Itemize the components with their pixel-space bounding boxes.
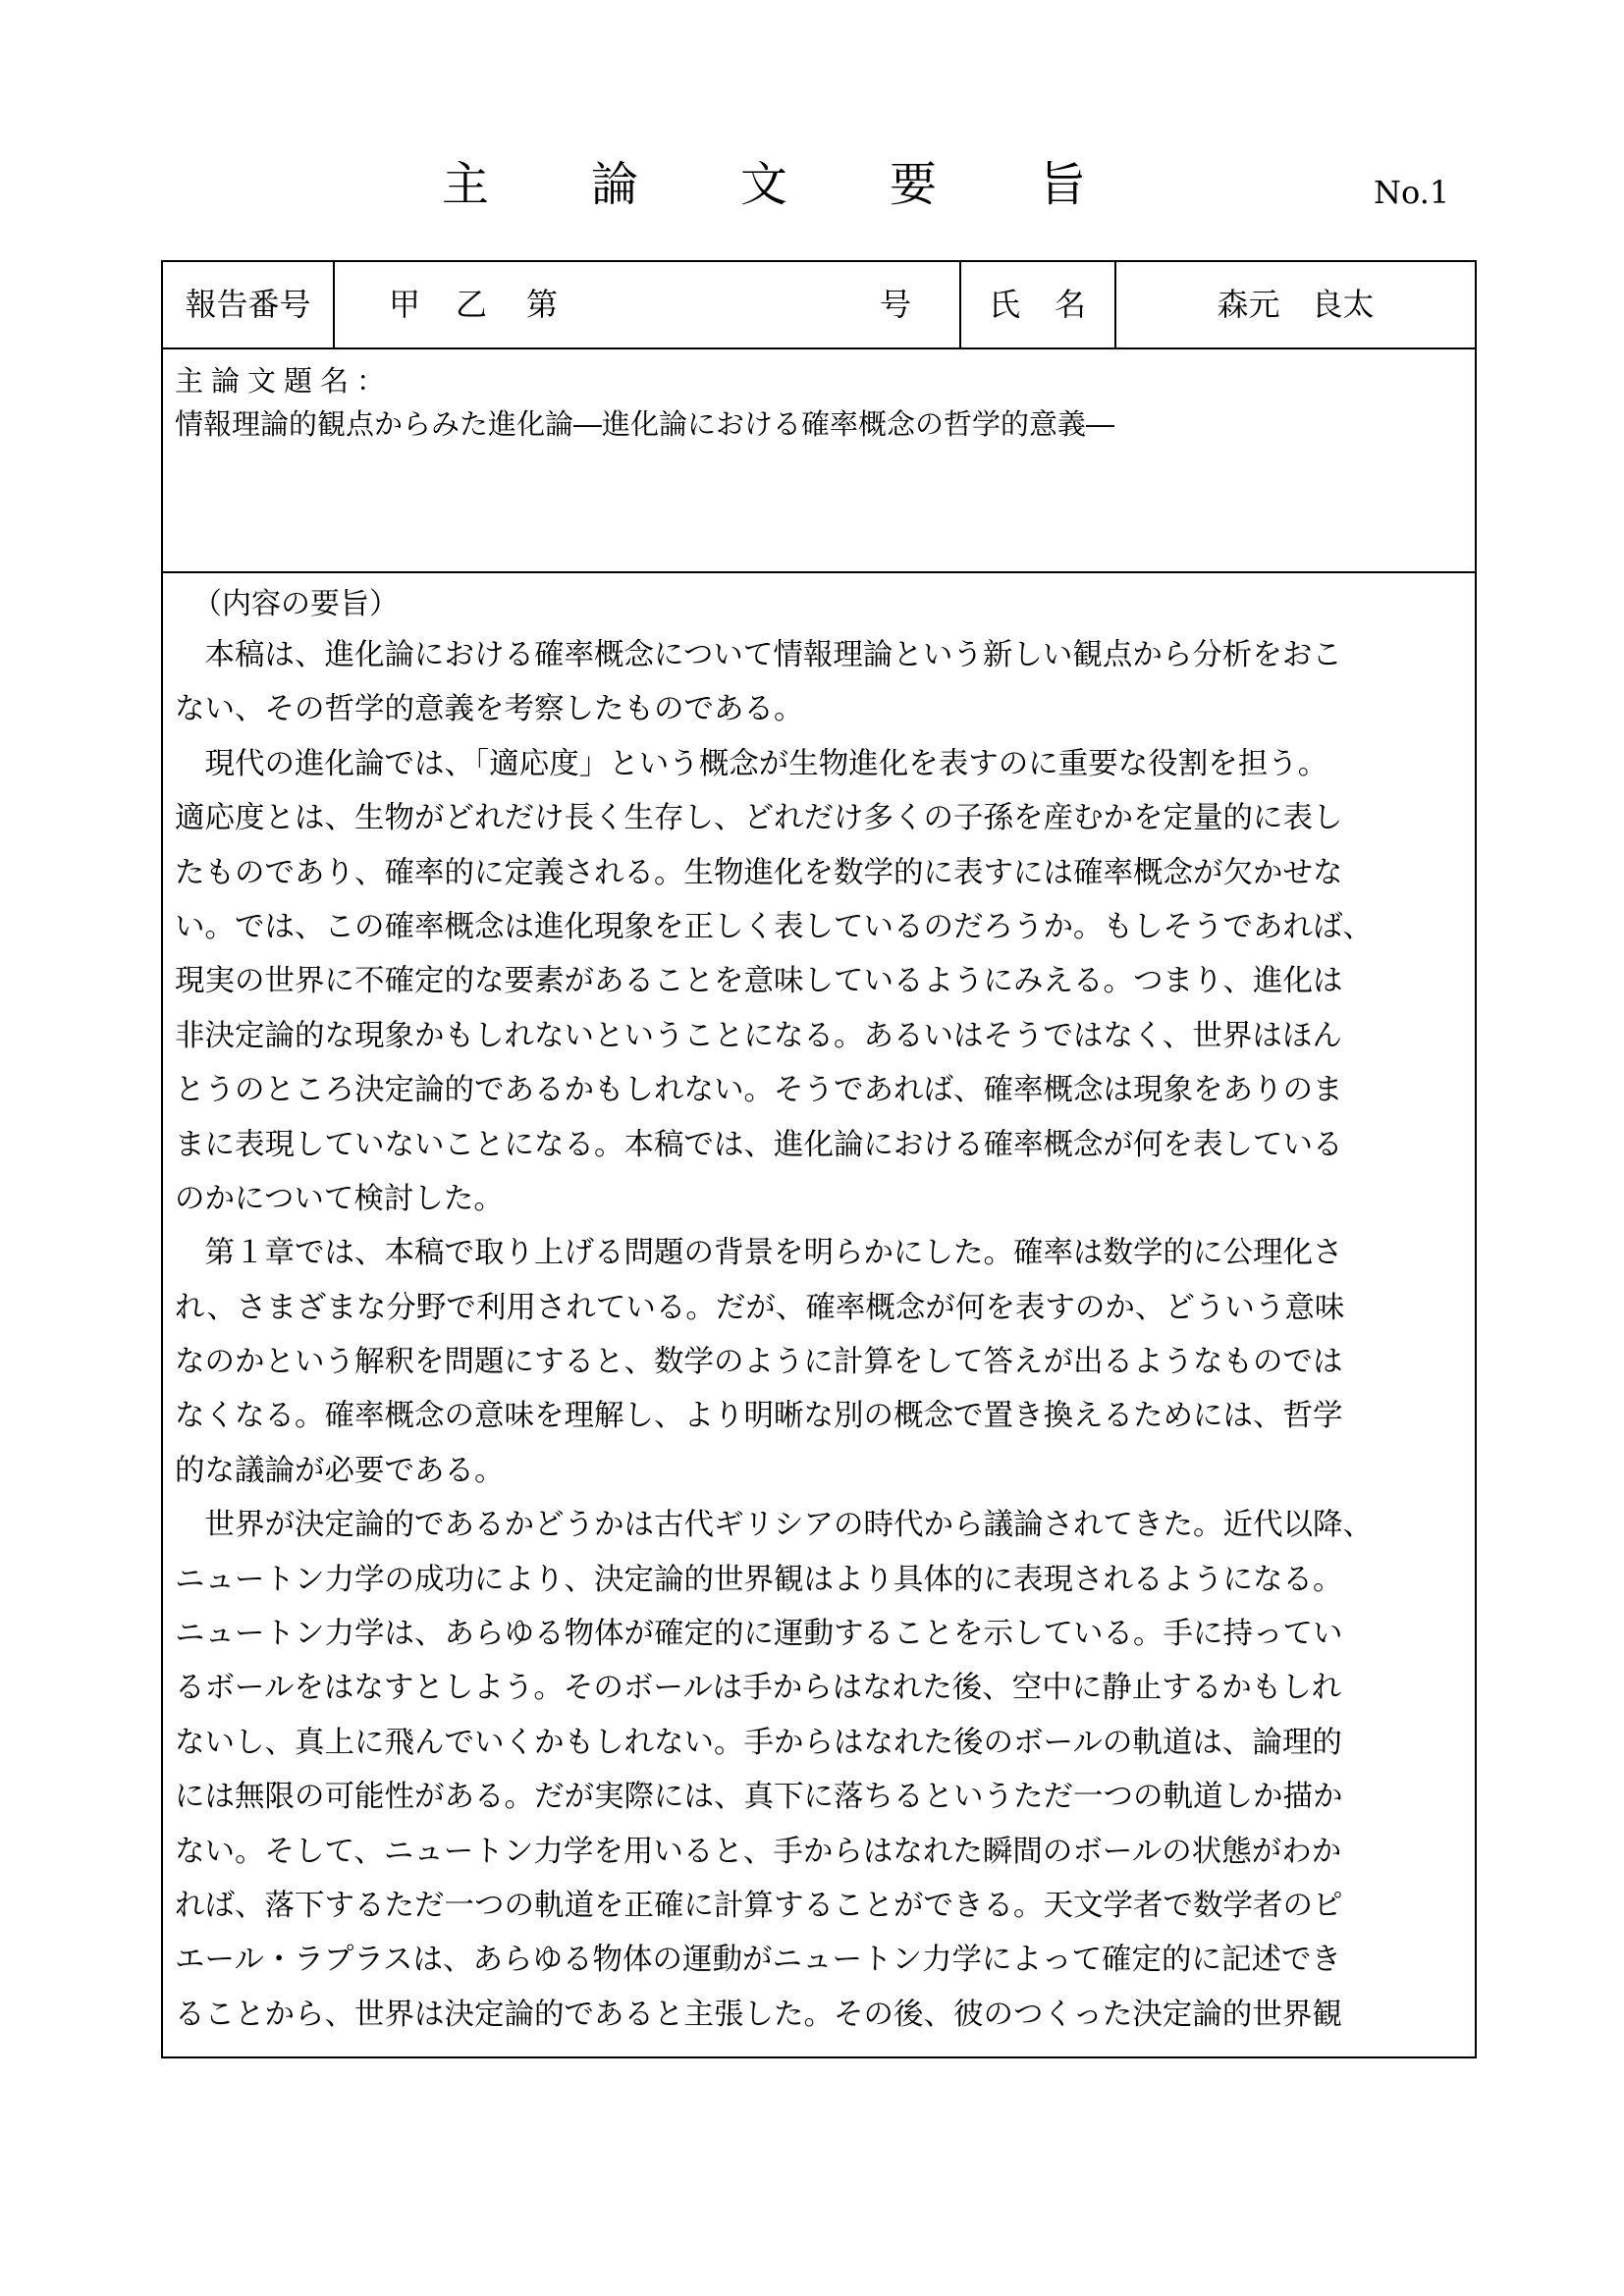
- report-number-label: 報告番号: [163, 262, 335, 347]
- name-label: [961, 262, 1116, 347]
- thesis-title-text: 情報理論的観点からみた進化論―進化論における確率概念の哲学的意義―: [175, 407, 1115, 441]
- content-line: 現実の世界に不確定的な要素があることを意味しているようにみえる。つまり、進化は: [175, 964, 1343, 999]
- content-line: のかについて検討した。: [175, 1181, 504, 1216]
- content-line: まに表現していないことになる。本稿では、進化論における確率概念が何を表している: [175, 1127, 1343, 1162]
- name-label-1: 氏: [989, 286, 1021, 323]
- content-line: るボールをはなすとしよう。そのボールは手からはなれた後、空中に静止するかもしれ: [175, 1671, 1342, 1706]
- content-line: ニュートン力学は、あらゆる物体が確定的に運動することを示している。手に持ってい: [175, 1617, 1343, 1652]
- content-line: には無限の可能性がある。だが実際には、真下に落ちるというただ一つの軌道しか描か: [175, 1780, 1343, 1815]
- abstract-form: [161, 260, 1477, 2058]
- content-line: 現代の進化論では、「適応度」という概念が生物進化を表すのに重要な役割を担う。: [175, 746, 1328, 781]
- content-line: ニュートン力学の成功により、決定論的世界観はより具体的に表現されるようになる。: [175, 1562, 1343, 1597]
- content-line: 適応度とは、生物がどれだけ長く生存し、どれだけ多くの子孫を産むかを定量的に表し: [175, 801, 1343, 836]
- report-otsu: 乙: [456, 286, 488, 323]
- content-line: 的な議論が必要である。: [175, 1453, 505, 1488]
- info-row: [163, 262, 1475, 349]
- content-line: ない。そして、ニュートン力学を用いると、手からはなれた瞬間のボールの状態がわか: [175, 1834, 1342, 1869]
- thesis-title-section: [163, 349, 1475, 573]
- content-line: ることから、世界は決定論的であると主張した。その後、彼のつくった決定論的世界観: [175, 1997, 1342, 2032]
- page-number: No.1: [1374, 174, 1450, 211]
- content-line: 非決定論的な現象かもしれないということになる。あるいはそうではなく、世界はほん: [175, 1018, 1342, 1053]
- content-line: 第１章では、本稿で取り上げる問題の背景を明らかにした。確率は数学的に公理化さ: [175, 1236, 1343, 1271]
- content-line: なのかという解釈を問題にすると、数学のように計算をして答えが出るようなものでは: [175, 1345, 1343, 1380]
- content-line: れ、さまざまな分野で利用されている。だが、確率概念が何を表すのか、どういう意味: [175, 1290, 1345, 1325]
- name-value: 森元 良太: [1217, 286, 1375, 323]
- content-line: ないし、真上に飛んでいくかもしれない。手からはなれた後のボールの軌道は、論理的: [175, 1725, 1342, 1760]
- content-line: い。では、この確率概念は進化現象を正しく表しているのだろうか。もしそうであれば、: [175, 909, 1373, 944]
- report-number-field: [335, 262, 961, 347]
- thesis-title-label: 主論文題名：: [175, 364, 394, 398]
- report-dai: 第: [526, 286, 559, 323]
- content-body: [175, 628, 1475, 2042]
- report-gou: 号: [880, 286, 912, 323]
- content-line: とうのところ決定論的であるかもしれない。そうであれば、確率概念は現象をありのま: [175, 1073, 1343, 1108]
- content-line: れば、落下するただ一つの軌道を正確に計算することができる。天文学者で数学者のピ: [175, 1888, 1343, 1923]
- report-kou: 甲: [389, 286, 421, 323]
- abstract-content: [163, 573, 1475, 2042]
- content-line: なくなる。確率概念の意味を理解し、より明晰な別の概念で置き換えるためには、哲学: [175, 1399, 1343, 1434]
- content-line: 本稿は、進化論における確率概念について情報理論という新しい観点から分析をおこ: [175, 638, 1342, 672]
- content-line: エール・ラプラスは、あらゆる物体の運動がニュートン力学によって確定的に記述でき: [175, 1943, 1341, 1978]
- name-label-2: 名: [1055, 286, 1087, 323]
- content-line: たものであり、確率的に定義される。生物進化を数学的に表すには確率概念が欠かせな: [175, 855, 1343, 890]
- content-heading: （内容の要旨）: [192, 587, 399, 621]
- document-title: 主論文要旨: [442, 157, 1189, 212]
- content-line: 世界が決定論的であるかどうかは古代ギリシアの時代から議論されてきた。近代以降、: [175, 1508, 1373, 1543]
- content-line: ない、その哲学的意義を考察したものである。: [175, 692, 804, 727]
